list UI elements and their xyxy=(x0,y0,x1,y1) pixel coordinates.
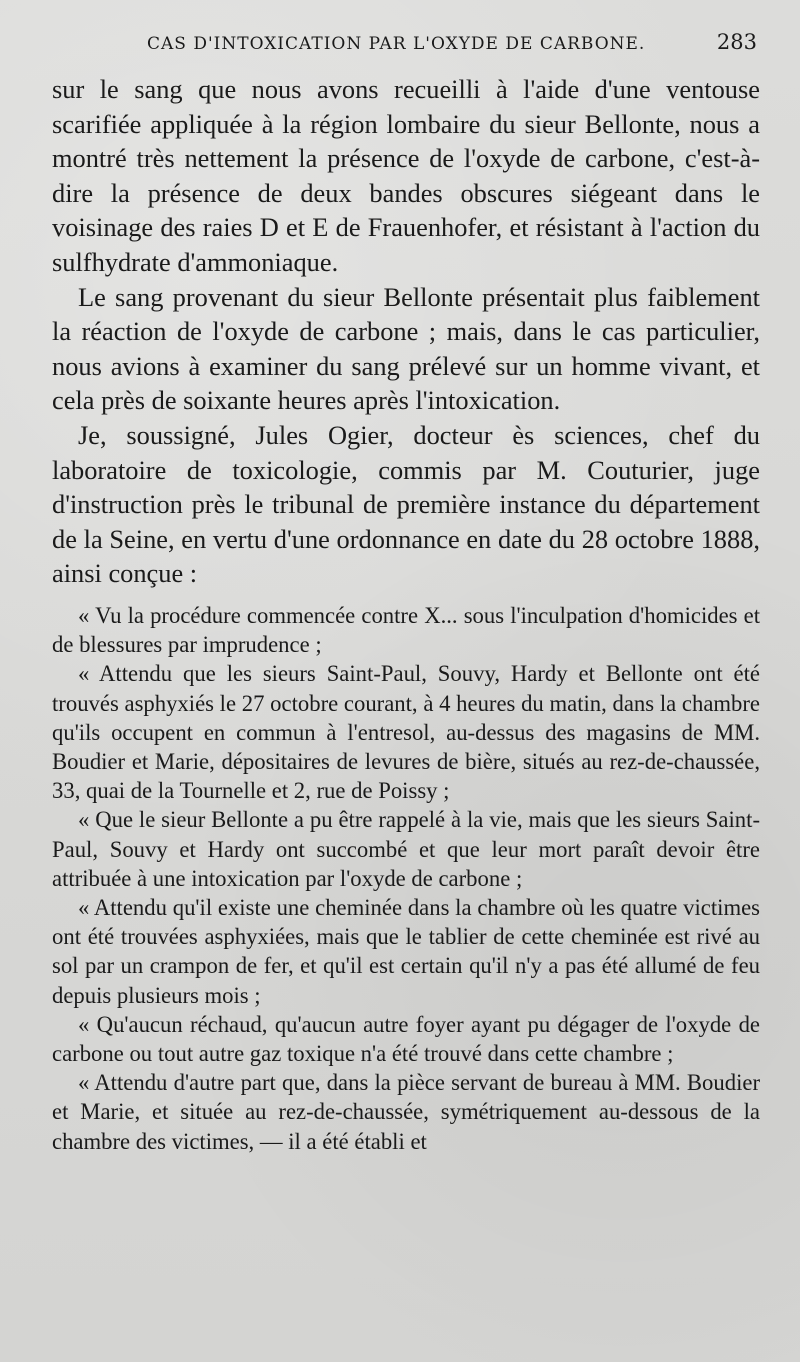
page-number: 283 xyxy=(716,30,757,54)
quote-paragraph-2: « Attendu que les sieurs Saint-Paul, Souvy, Hardy et Bellonte ont été trouvés asphyxiés le 27 octobre courant, à 4 heures du matin, dans la chambre qu'ils occupent en commun à l'entresol, au-dessus des magasins de MM. Boudier et Marie, dépositaires de levures de bière, situés au rez-de-chaussée, 33, quai de la Tournelle et 2, rue de Poissy ; xyxy=(52,661,760,804)
page-header xyxy=(147,30,757,60)
quote-paragraph-6: « Attendu d'autre part que, dans la pièce servant de bureau à MM. Boudier et Marie, et située au rez-de-chaussée, symétriquement au-dessous de la chambre des victimes, — il a été établi et xyxy=(52,1070,760,1154)
section-gap xyxy=(52,591,760,601)
page-content xyxy=(52,72,760,1156)
quote-paragraph-1: « Vu la procédure commencée contre X... sous l'inculpation d'homicides et de blessures par imprudence ; xyxy=(52,602,760,658)
running-title: CAS D'INTOXICATION PAR L'OXYDE DE CARBONE. xyxy=(147,34,646,54)
quote-paragraph-4: « Attendu qu'il existe une cheminée dans la chambre où les quatre victimes ont été trouvées asphyxiées, mais que le tablier de cette cheminée est rivé au sol par un crampon de fer, et qu'il est certain qu'il n'y a pas été allumé de feu depuis plusieurs mois ; xyxy=(52,894,760,1008)
quote-paragraph-5: « Qu'aucun réchaud, qu'aucun autre foyer ayant pu dégager de l'oxyde de carbone ou tout autre gaz toxique n'a été trouvé dans cette chambre ; xyxy=(52,1011,760,1066)
paragraph-1: sur le sang que nous avons recueilli à l'aide d'une ventouse scarifiée appliquée à la région lombaire du sieur Bellonte, nous a montré très nettement la présence de l'oxyde de carbone, c'est-à-dire la présence de deux bandes obscures siégeant dans le voisinage des raies D et E de Frauenhofer, et résistant à l'action du sulfhydrate d'ammoniaque. xyxy=(52,74,760,277)
paragraph-2: Le sang provenant du sieur Bellonte présentait plus faiblement la réaction de l'oxyde de carbone ; mais, dans le cas particulier, nous avions à examiner du sang prélevé sur un homme vivant, et cela près de soixante heures après l'intoxication. xyxy=(52,281,760,416)
quote-paragraph-3: « Que le sieur Bellonte a pu être rappelé à la vie, mais que les sieurs Saint-Paul, Souvy et Hardy ont succombé et que leur mort paraît devoir être attribuée à une intoxication par l'oxyde de carbone ; xyxy=(52,807,760,891)
paragraph-3: Je, soussigné, Jules Ogier, docteur ès sciences, chef du laboratoire de toxicologie, commis par M. Couturier, juge d'instruction près le tribunal de première instance du département de la Seine, en vertu d'une ordonnance en date du 28 octobre 1888, ainsi conçue : xyxy=(52,419,760,589)
